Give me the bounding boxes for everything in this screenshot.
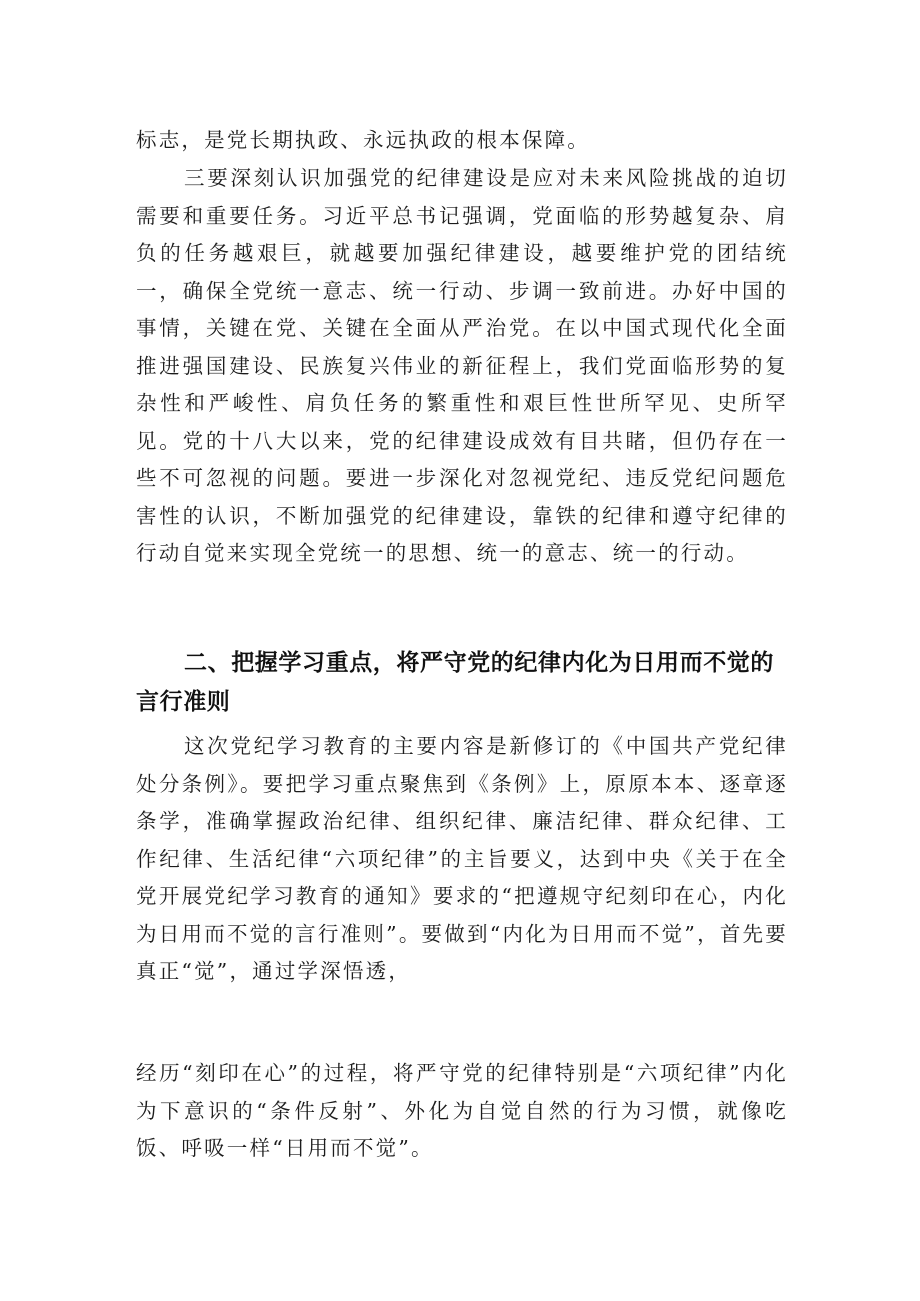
section-heading-two: 二、把握学习重点，将严守党的纪律内化为日用而不觉的言行准则: [136, 650, 774, 715]
paragraph-point-three: 三要深刻认识加强党的纪律建设是应对未来风险挑战的迫切需要和重要任务。习近平总书记强调，党面临的形势越复杂、肩负的任务越艰巨，就越要加强纪律建设，越要维护党的团结统一，确保全党统一意志、统一行动、步调一致前进。办好中国的事情，关键在党、关键在全面从严治党。在以中国式现代化全面推进强国建设、民族复兴伟业的新征程上，我们党面临形势的复杂性和严峻性、肩负任务的繁重性和艰巨性世所罕见、史所罕见。党的十八大以来，党的纪律建设成效有目共睹，但仍存在一些不可忽视的问题。要进一步深化对忽视党纪、违反党纪问题危害性的认识，不断加强党的纪律建设，靠铁的纪律和遵守纪律的行动自觉来实现全党统一的思想、统一的意志、统一的行动。: [136, 166, 788, 565]
paragraph-internalize: 经历“刻印在心”的过程，将严守党的纪律特别是“六项纪律”内化为下意识的“条件反射”、外化为自觉自然的行为习惯，就像吃饭、呼吸一样“日用而不觉”。: [136, 1061, 788, 1160]
paragraph-study-focus: 这次党纪学习教育的主要内容是新修订的《中国共产党纪律处分条例》。要把学习重点聚焦到《条例》上，原原本本、逐章逐条学，准确掌握政治纪律、组织纪律、廉洁纪律、群众纪律、工作纪律、生活纪律“六项纪律”的主旨要义，达到中央《关于在全党开展党纪学习教育的通知》要求的“把遵规守纪刻印在心，内化为日用而不觉的言行准则”。要做到“内化为日用而不觉”，首先要真正“觉”，通过学深悟透，: [136, 734, 788, 983]
paragraph-continuation: 标志，是党长期执政、永远执政的根本保障。: [136, 128, 590, 152]
